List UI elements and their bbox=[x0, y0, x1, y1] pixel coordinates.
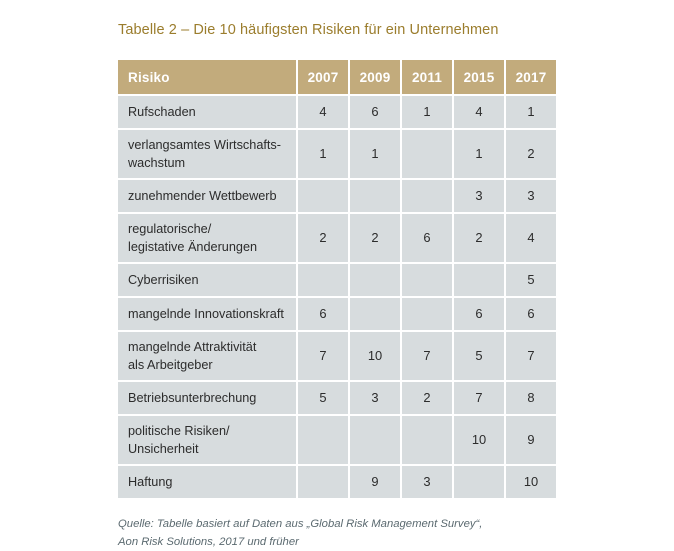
rank-cell-2009: 9 bbox=[350, 466, 400, 498]
column-header-year-2017: 2017 bbox=[506, 60, 556, 94]
rank-cell-2011 bbox=[402, 264, 452, 296]
column-header-year-2011: 2011 bbox=[402, 60, 452, 94]
column-header-year-2009: 2009 bbox=[350, 60, 400, 94]
source-note-line-1: Quelle: Tabelle basiert auf Daten aus „Global Risk Management Survey“, bbox=[118, 518, 483, 531]
table-row bbox=[118, 214, 556, 262]
rank-cell-2017: 5 bbox=[506, 264, 556, 296]
rank-cell-2007: 7 bbox=[298, 332, 348, 380]
risk-label: Haftung bbox=[118, 466, 296, 498]
rank-cell-2009: 6 bbox=[350, 96, 400, 128]
rank-cell-2015: 2 bbox=[454, 214, 504, 262]
rank-cell-2017: 4 bbox=[506, 214, 556, 262]
rank-cell-2009: 10 bbox=[350, 332, 400, 380]
rank-cell-2009 bbox=[350, 416, 400, 464]
rank-cell-2011: 3 bbox=[402, 466, 452, 498]
rank-cell-2011: 6 bbox=[402, 214, 452, 262]
rank-cell-2017: 6 bbox=[506, 298, 556, 330]
table-body bbox=[118, 96, 556, 498]
rank-cell-2017: 3 bbox=[506, 180, 556, 212]
risk-label: Rufschaden bbox=[118, 96, 296, 128]
risk-label: zunehmender Wettbewerb bbox=[118, 180, 296, 212]
rank-cell-2009 bbox=[350, 264, 400, 296]
rank-cell-2007: 2 bbox=[298, 214, 348, 262]
rank-cell-2015: 7 bbox=[454, 382, 504, 414]
rank-cell-2011: 2 bbox=[402, 382, 452, 414]
rank-cell-2007 bbox=[298, 264, 348, 296]
rank-cell-2007: 6 bbox=[298, 298, 348, 330]
risk-label: verlangsamtes Wirtschafts- wachstum bbox=[118, 130, 296, 178]
table-row bbox=[118, 466, 556, 498]
risk-label: Cyberrisiken bbox=[118, 264, 296, 296]
table-header-row bbox=[118, 60, 556, 94]
risk-label: mangelnde Attraktivität als Arbeitgeber bbox=[118, 332, 296, 380]
source-note-line-2: Aon Risk Solutions, 2017 und früher bbox=[118, 535, 299, 548]
table-row bbox=[118, 180, 556, 212]
rank-cell-2011 bbox=[402, 130, 452, 178]
column-header-year-2015: 2015 bbox=[454, 60, 504, 94]
table-row bbox=[118, 96, 556, 128]
rank-cell-2009: 1 bbox=[350, 130, 400, 178]
rank-cell-2011 bbox=[402, 298, 452, 330]
rank-cell-2017: 8 bbox=[506, 382, 556, 414]
rank-cell-2015: 5 bbox=[454, 332, 504, 380]
table-row bbox=[118, 332, 556, 380]
rank-cell-2017: 2 bbox=[506, 130, 556, 178]
table-row bbox=[118, 130, 556, 178]
table-row bbox=[118, 264, 556, 296]
rank-cell-2015 bbox=[454, 264, 504, 296]
rank-cell-2015: 6 bbox=[454, 298, 504, 330]
rank-cell-2007 bbox=[298, 466, 348, 498]
rank-cell-2011 bbox=[402, 180, 452, 212]
risk-ranking-table bbox=[116, 58, 558, 500]
column-header-risk: Risiko bbox=[118, 60, 296, 94]
rank-cell-2007 bbox=[298, 180, 348, 212]
rank-cell-2007: 4 bbox=[298, 96, 348, 128]
rank-cell-2009: 3 bbox=[350, 382, 400, 414]
rank-cell-2015: 1 bbox=[454, 130, 504, 178]
rank-cell-2009 bbox=[350, 298, 400, 330]
rank-cell-2017: 9 bbox=[506, 416, 556, 464]
rank-cell-2015: 10 bbox=[454, 416, 504, 464]
rank-cell-2007: 5 bbox=[298, 382, 348, 414]
rank-cell-2009: 2 bbox=[350, 214, 400, 262]
rank-cell-2017: 1 bbox=[506, 96, 556, 128]
rank-cell-2007 bbox=[298, 416, 348, 464]
rank-cell-2011: 1 bbox=[402, 96, 452, 128]
risk-label: regulatorische/ legistative Änderungen bbox=[118, 214, 296, 262]
rank-cell-2011: 7 bbox=[402, 332, 452, 380]
column-header-year-2007: 2007 bbox=[298, 60, 348, 94]
rank-cell-2009 bbox=[350, 180, 400, 212]
page-title: Tabelle 2 – Die 10 häufigsten Risiken für ein Unternehmen bbox=[118, 22, 499, 38]
risk-label: politische Risiken/ Unsicherheit bbox=[118, 416, 296, 464]
rank-cell-2007: 1 bbox=[298, 130, 348, 178]
rank-cell-2017: 10 bbox=[506, 466, 556, 498]
rank-cell-2015: 4 bbox=[454, 96, 504, 128]
risk-label: Betriebsunterbrechung bbox=[118, 382, 296, 414]
table-row bbox=[118, 416, 556, 464]
risk-label: mangelnde Innovationskraft bbox=[118, 298, 296, 330]
source-note bbox=[118, 516, 548, 551]
table-row bbox=[118, 382, 556, 414]
table-row bbox=[118, 298, 556, 330]
table-header bbox=[118, 60, 556, 94]
rank-cell-2017: 7 bbox=[506, 332, 556, 380]
rank-cell-2015 bbox=[454, 466, 504, 498]
rank-cell-2011 bbox=[402, 416, 452, 464]
rank-cell-2015: 3 bbox=[454, 180, 504, 212]
